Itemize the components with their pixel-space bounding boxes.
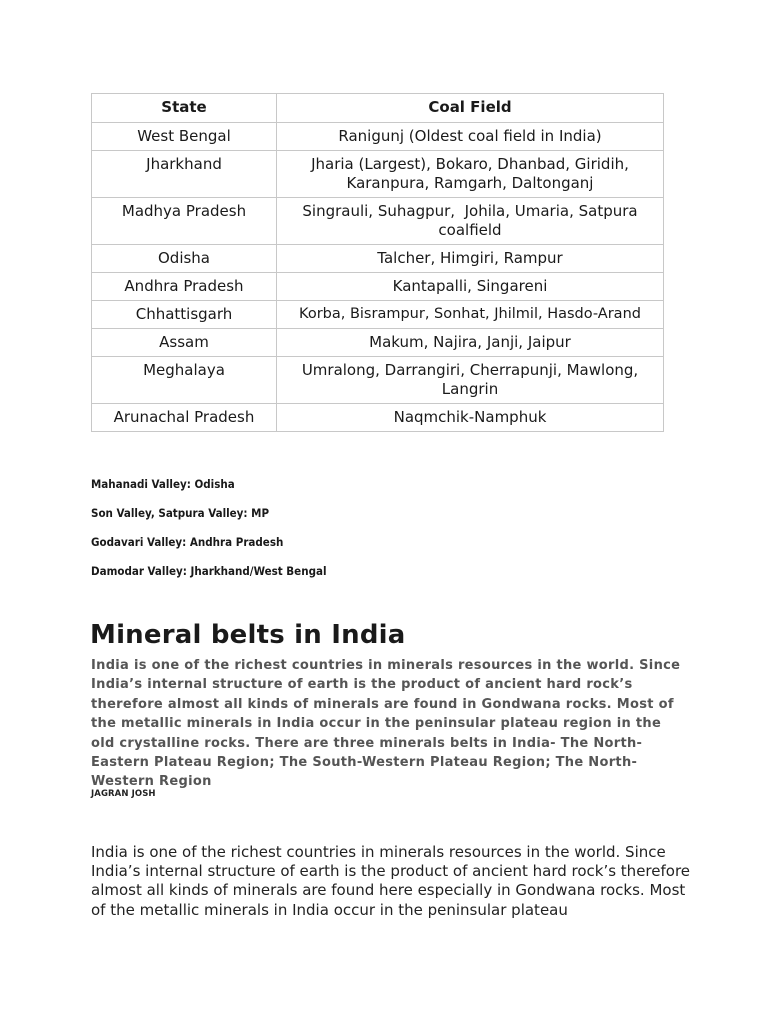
coal-field-cell: Makum, Najira, Janji, Jaipur [277, 329, 664, 357]
table-row [92, 404, 664, 432]
coal-field-cell: Korba, Bisrampur, Sonhat, Jhilmil, Hasdo-Arand [277, 301, 664, 329]
state-cell: Odisha [92, 245, 277, 273]
coal-field-cell: Naqmchik-Namphuk [277, 404, 664, 432]
state-cell: Andhra Pradesh [92, 273, 277, 301]
summary-snippet: India is one of the richest countries in minerals resources in the world. Since India’s internal structure of earth is the product of ancient hard rock’s therefore almost all kinds of minerals are found in Gondwana rocks. Most of the metallic minerals in India occur in the peninsular plateau region in the old crystalline rocks. There are three minerals belts in India- The North-Eastern Plateau Region; The South-Western Plateau Region; The North-Western Region [91, 658, 681, 790]
valley-item: Godavari Valley: Andhra Pradesh [91, 535, 284, 549]
coal-field-cell: Ranigunj (Oldest coal field in India) [277, 123, 664, 151]
coal-field-table [91, 93, 664, 432]
table-row [92, 301, 664, 329]
table-row [92, 245, 664, 273]
body-paragraph: India is one of the richest countries in minerals resources in the world. Since India’s internal structure of earth is the product of ancient hard rock’s therefore almost all kinds of minerals are found here especially in Gondwana rocks. Most of the metallic minerals in India occur in the peninsular plateau [91, 843, 691, 919]
table-row [92, 123, 664, 151]
coal-field-cell: Singrauli, Suhagpur, Johila, Umaria, Satpura coalfield [277, 198, 664, 245]
source-label: JAGRAN JOSH [91, 789, 156, 799]
coal-field-cell: Jharia (Largest), Bokaro, Dhanbad, Giridih, Karanpura, Ramgarh, Daltonganj [277, 151, 664, 198]
table-header-row [92, 94, 664, 123]
valley-item: Mahanadi Valley: Odisha [91, 477, 235, 491]
state-cell: Madhya Pradesh [92, 198, 277, 245]
coal-valley-list [91, 476, 327, 592]
state-cell: Assam [92, 329, 277, 357]
section-title: Mineral belts in India [90, 620, 406, 650]
valley-item: Damodar Valley: Jharkhand/West Bengal [91, 564, 327, 578]
table-row [92, 357, 664, 404]
table-row [92, 151, 664, 198]
table-row [92, 198, 664, 245]
coal-field-cell: Talcher, Himgiri, Rampur [277, 245, 664, 273]
state-cell: Chhattisgarh [92, 301, 277, 329]
coal-field-cell: Kantapalli, Singareni [277, 273, 664, 301]
column-header-state: State [92, 94, 277, 123]
state-cell: Jharkhand [92, 151, 277, 198]
valley-item: Son Valley, Satpura Valley: MP [91, 506, 270, 520]
table-row [92, 329, 664, 357]
state-cell: Arunachal Pradesh [92, 404, 277, 432]
coal-field-cell: Umralong, Darrangiri, Cherrapunji, Mawlong, Langrin [277, 357, 664, 404]
table-row [92, 273, 664, 301]
state-cell: West Bengal [92, 123, 277, 151]
state-cell: Meghalaya [92, 357, 277, 404]
column-header-coal-field: Coal Field [277, 94, 664, 123]
